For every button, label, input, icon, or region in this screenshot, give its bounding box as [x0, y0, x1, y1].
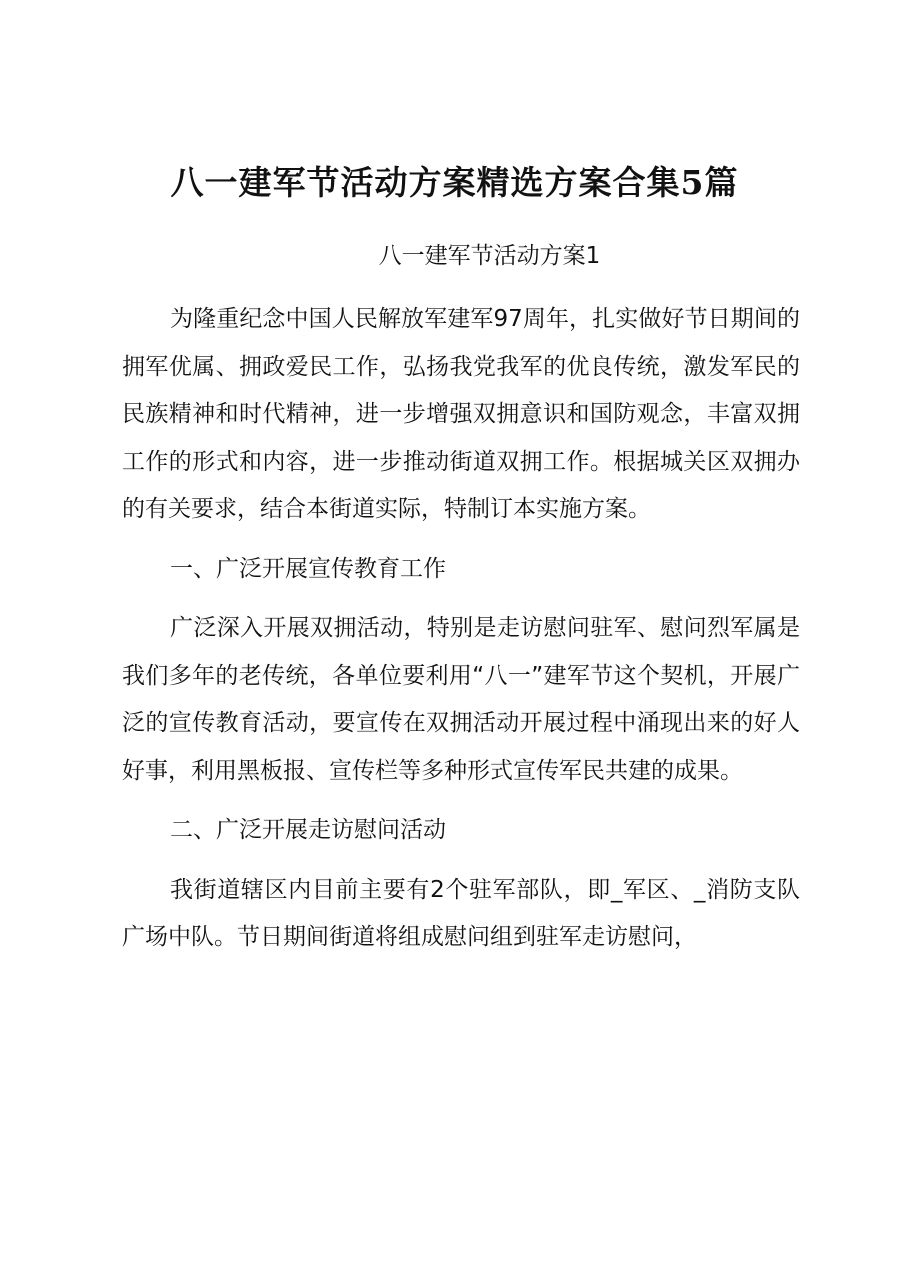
intro-paragraph: 为隆重纪念中国人民解放军建军97周年，扎实做好节日期间的拥军优属、拥政爱民工作，弘扬我党我军的优良传统，激发军民的民族精神和时代精神，进一步增强双拥意识和国防观念，丰富双拥工作的形式和内容，进一步推动街道双拥工作。根据城关区双拥办的有关要求，结合本街道实际，特制订本实施方案。 — [122, 306, 800, 522]
section-heading-1: 一、广泛开展宣传教育工作 — [170, 555, 446, 582]
section-1-paragraph: 广泛深入开展双拥活动，特别是走访慰问驻军、慰问烈军属是我们多年的老传统，各单位要利用“八一”建军节这个契机，开展广泛的宣传教育活动，要宣传在双拥活动开展过程中涌现出来的好人好事，利用黑板报、宣传栏等多种形式宣传军民共建的成果。 — [122, 615, 800, 784]
section-2-paragraph: 我街道辖区内目前主要有2个驻军部队，即_军区、_消防支队广场中队。节日期间街道将组成慰问组到驻军走访慰问， — [122, 876, 800, 950]
document-subtitle: 八一建军节活动方案1 — [378, 243, 601, 269]
document-body — [122, 296, 800, 974]
section-heading-2: 二、广泛开展走访慰问活动 — [170, 817, 446, 843]
document-title: 八一建军节活动方案精选方案合集5篇 — [170, 163, 739, 202]
